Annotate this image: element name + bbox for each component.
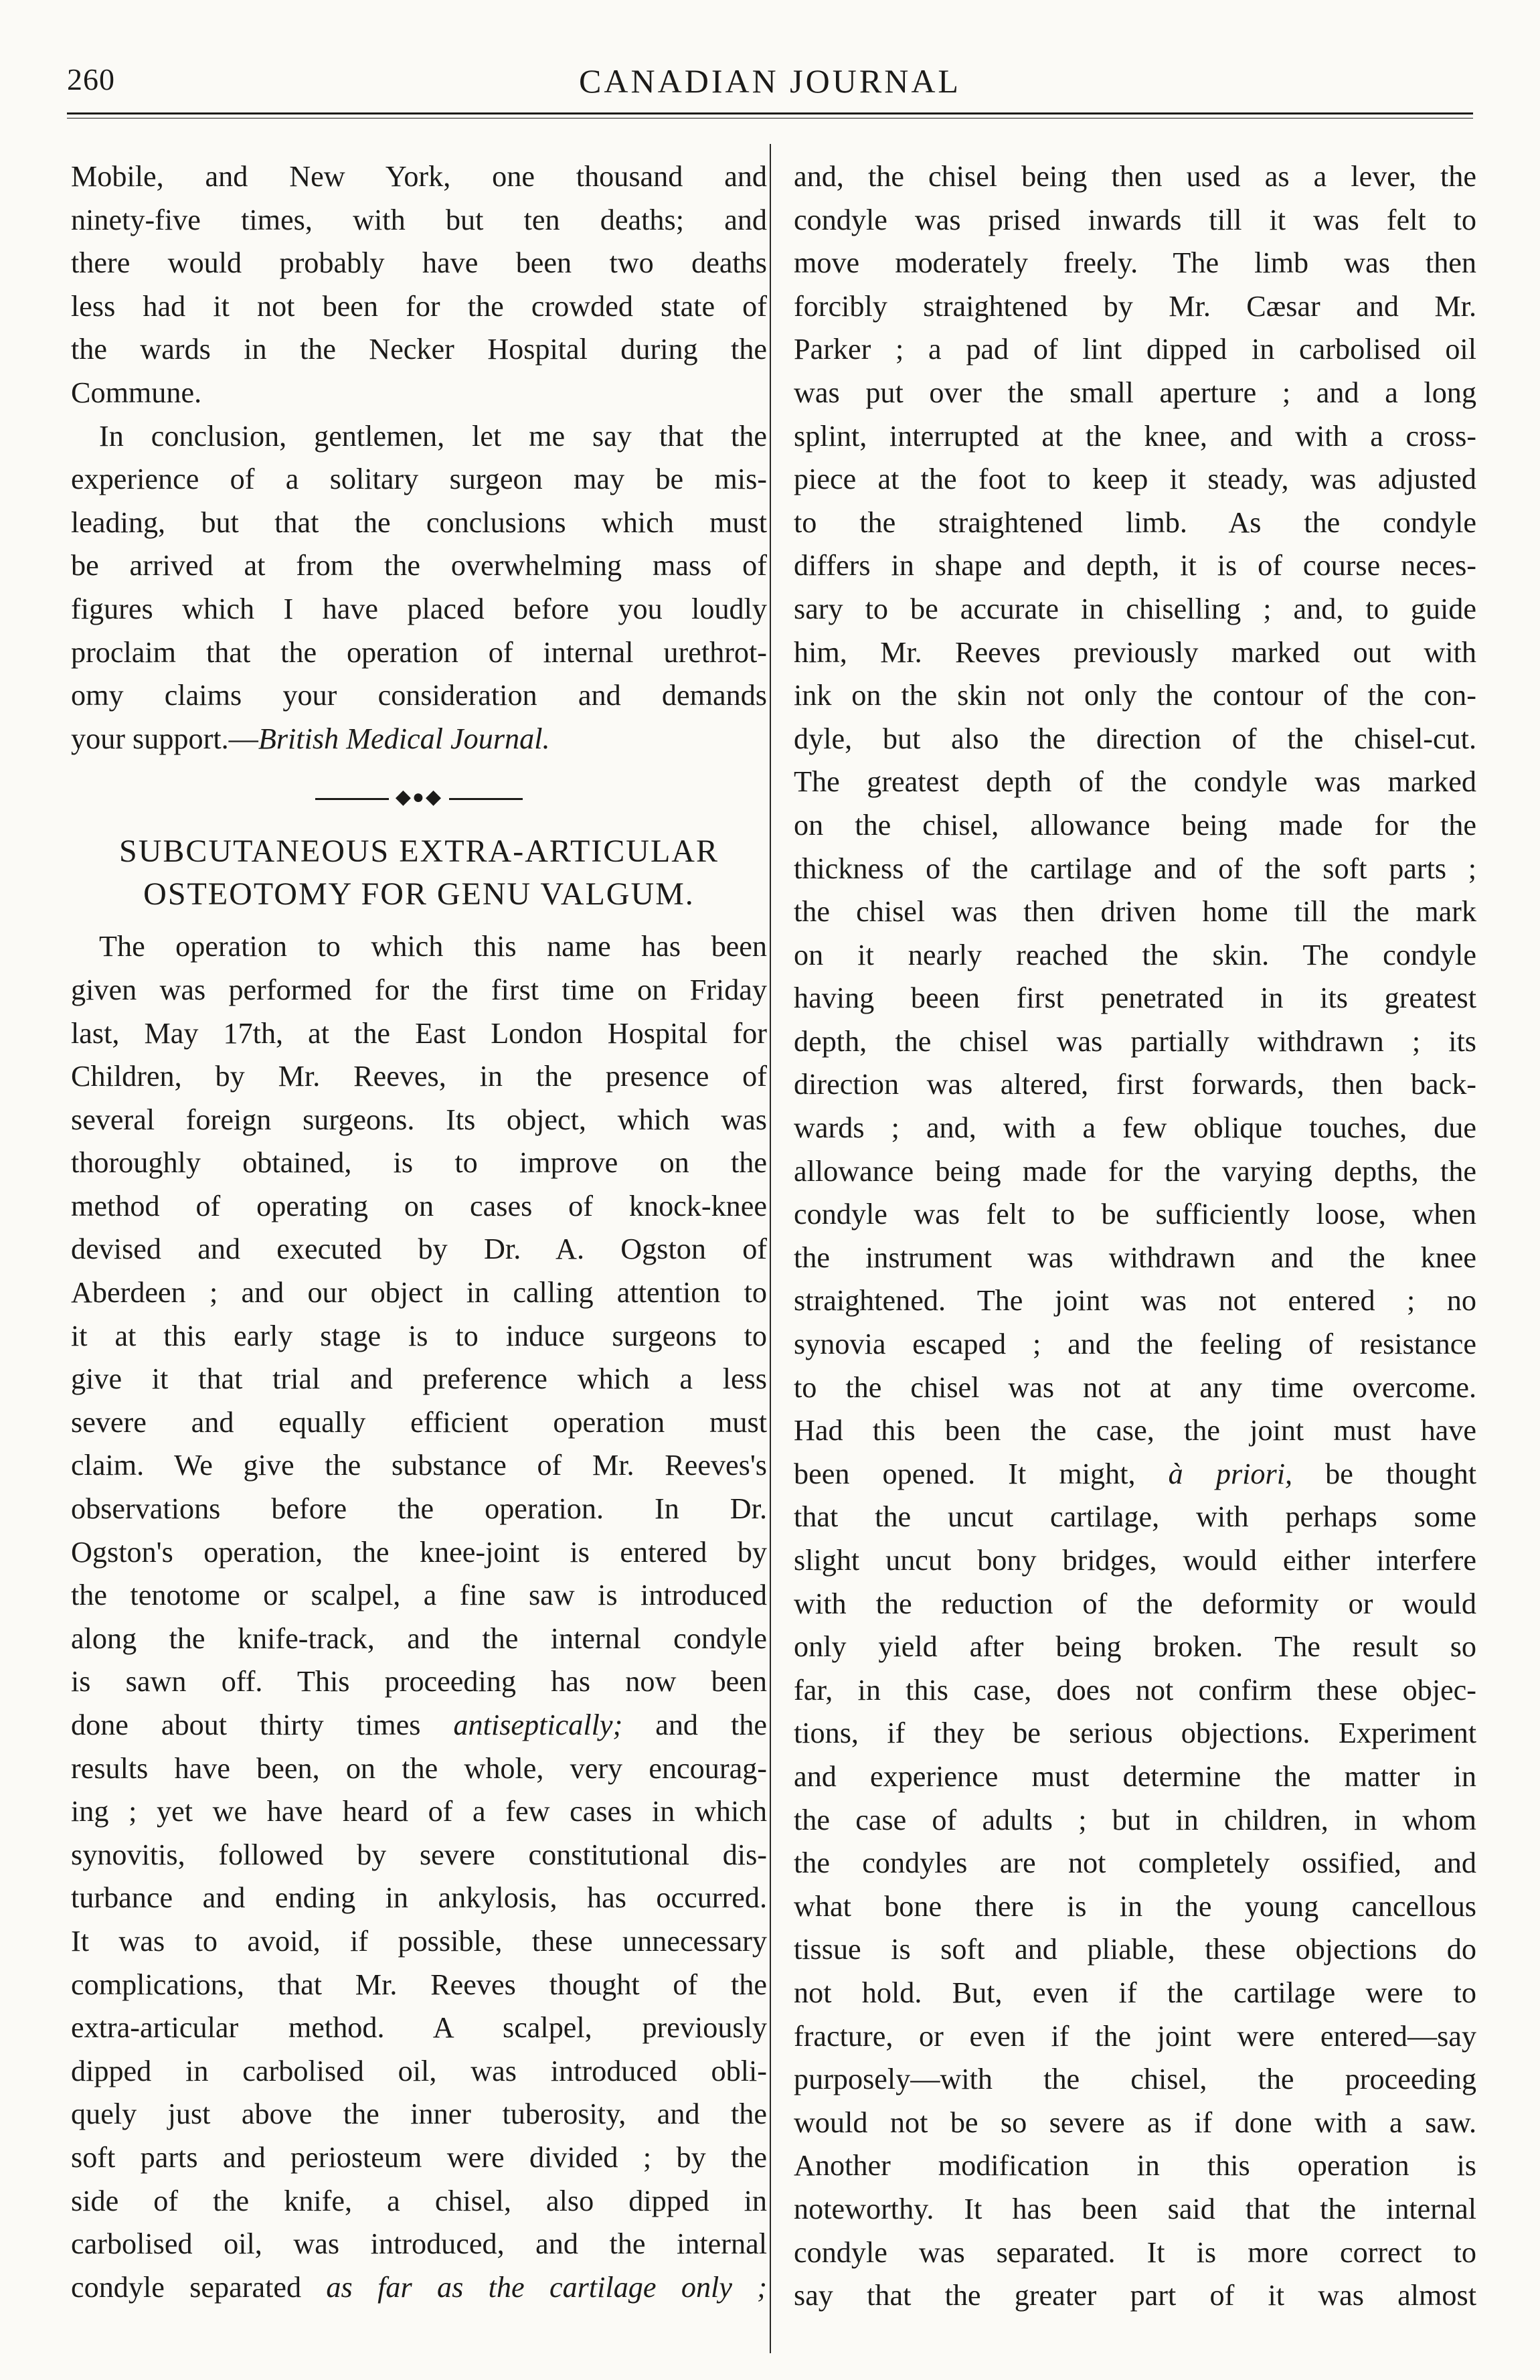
text-line: omy claims your consideration and demands <box>71 679 767 712</box>
text-line: noteworthy. It has been said that the internal <box>794 2192 1476 2225</box>
text-line: Children, by Mr. Reeves, in the presence of <box>71 1060 767 1093</box>
text-line: the case of adults ; but in children, in whom <box>794 1803 1476 1836</box>
text-line: only yield after being broken. The result so <box>794 1630 1476 1664</box>
text-line: the instrument was withdrawn and the knee <box>794 1241 1476 1274</box>
journal-title: CANADIAN JOURNAL <box>579 62 961 100</box>
text-line: wards ; and, with a few oblique touches, due <box>794 1111 1476 1145</box>
text-line: sary to be accurate in chiselling ; and, to guide <box>794 592 1476 625</box>
text-line: tions, if they be serious objections. Experiment <box>794 1717 1476 1750</box>
text-line: slight uncut bony bridges, would either interfere <box>794 1544 1476 1577</box>
text-line: on the chisel, allowance being made for the <box>794 808 1476 842</box>
text-line: the wards in the Necker Hospital during the <box>71 333 767 366</box>
text-line: synovitis, followed by severe constitutional dis- <box>71 1838 767 1871</box>
text-fragment: be thought <box>1292 1457 1476 1490</box>
text-line: ing ; yet we have heard of a few cases in which <box>71 1795 767 1828</box>
text-line: Mobile, and New York, one thousand and <box>71 160 767 193</box>
text-line: not hold. But, even if the cartilage were to <box>794 1976 1476 2009</box>
text-line: tissue is soft and pliable, these objections do <box>794 1933 1476 1966</box>
left-column <box>71 155 767 2309</box>
text-line: It was to avoid, if possible, these unnecessary <box>71 1924 767 1958</box>
text-line: depth, the chisel was partially withdrawn ; its <box>794 1024 1476 1058</box>
paragraph-continuation <box>71 155 767 415</box>
text-line: proclaim that the operation of internal urethrot- <box>71 635 767 669</box>
text-line: piece at the foot to keep it steady, was adjusted <box>794 463 1476 496</box>
text-line: what bone there is in the young cancellous <box>794 1889 1476 1923</box>
text-line: along the knife-track, and the internal condyle <box>71 1621 767 1655</box>
text-line <box>71 1704 767 1747</box>
text-line: him, Mr. Reeves previously marked out with <box>794 635 1476 669</box>
text-line: devised and executed by Dr. A. Ogston of <box>71 1233 767 1266</box>
text-line: to the straightened limb. As the condyle <box>794 505 1476 539</box>
text-line: on it nearly reached the skin. The condyle <box>794 938 1476 971</box>
text-line: Aberdeen ; and our object in calling attention to <box>71 1276 767 1310</box>
italic-text: à priori, <box>1168 1457 1293 1490</box>
headline-line: OSTEOTOMY FOR GENU VALGUM. <box>143 876 695 913</box>
text-line: ninety-five times, with but ten deaths; and <box>71 203 767 236</box>
text-line: method of operating on cases of knock-knee <box>71 1189 767 1222</box>
ornament-rule-right <box>449 798 523 800</box>
text-line: The operation to which this name has been <box>99 930 767 963</box>
text-line: fracture, or even if the joint were entered—say <box>794 2019 1476 2053</box>
text-fragment: been opened. It might, <box>794 1457 1169 1490</box>
text-line: there would probably have been two deaths <box>71 246 767 280</box>
text-line: it at this early stage is to induce surgeons to <box>71 1319 767 1352</box>
headline-line: SUBCUTANEOUS EXTRA-ARTICULAR <box>119 834 719 870</box>
text-line: the chisel was then driven home till the mark <box>794 895 1476 929</box>
column-divider <box>770 144 771 2353</box>
ornament-rule-left <box>315 798 389 800</box>
text-line: ink on the skin not only the contour of the con- <box>794 679 1476 712</box>
italic-text: antiseptically; <box>453 1709 623 1741</box>
text-line: is sawn off. This proceeding has now been <box>71 1665 767 1698</box>
text-line: complications, that Mr. Reeves thought of the <box>71 1968 767 2001</box>
header-rule <box>67 112 1473 114</box>
source-citation: British Medical Journal. <box>258 722 550 755</box>
text-line: carbolised oil, was introduced, and the internal <box>71 2227 767 2261</box>
paragraph-conclusion <box>71 415 767 761</box>
text-line <box>71 2266 767 2310</box>
right-column <box>794 155 1476 2318</box>
italic-text: as far as the cartilage only ; <box>326 2270 768 2304</box>
text-fragment: your support.— <box>71 722 258 755</box>
text-line: differs in shape and depth, it is of course neces- <box>794 549 1476 582</box>
text-line: condyle was prised inwards till it was felt to <box>794 203 1476 236</box>
article-headline <box>71 830 767 916</box>
text-line: having beeen first penetrated in its greatest <box>794 981 1476 1015</box>
text-line: given was performed for the first time on Friday <box>71 973 767 1006</box>
text-line: Commune. <box>71 376 202 409</box>
text-line: thickness of the cartilage and of the soft parts ; <box>794 852 1476 885</box>
text-fragment: done about thirty times <box>71 1709 454 1741</box>
text-fragment: condyle separated <box>71 2270 327 2304</box>
ornament-mark: ◆●◆ <box>395 786 443 809</box>
running-head <box>67 62 1473 108</box>
section-ornament <box>71 787 767 807</box>
text-line: turbance and ending in ankylosis, has occurred. <box>71 1881 767 1915</box>
paragraph-article-body <box>71 925 767 2309</box>
text-line: dyle, but also the direction of the chisel-cut. <box>794 722 1476 755</box>
text-line <box>71 718 767 761</box>
text-line: the condyles are not completely ossified, and <box>794 1846 1476 1880</box>
text-line: was put over the small aperture ; and a long <box>794 376 1476 409</box>
text-line: purposely—with the chisel, the proceeding <box>794 2063 1476 2096</box>
page-number: 260 <box>67 62 115 96</box>
text-fragment: and the <box>622 1709 767 1741</box>
text-line: move moderately freely. The limb was then <box>794 246 1476 280</box>
text-line: results have been, on the whole, very encourag- <box>71 1751 767 1785</box>
text-line: dipped in carbolised oil, was introduced obli- <box>71 2054 767 2087</box>
text-line: far, in this case, does not confirm these objec- <box>794 1673 1476 1707</box>
text-line <box>794 1453 1476 1496</box>
text-line: last, May 17th, at the East London Hospital for <box>71 1016 767 1050</box>
text-line: thoroughly obtained, is to improve on the <box>71 1146 767 1180</box>
text-line: condyle was felt to be sufficiently loose, when <box>794 1198 1476 1231</box>
text-line: less had it not been for the crowded state of <box>71 289 767 323</box>
text-line: Another modification in this operation is <box>794 2149 1476 2183</box>
text-line: condyle was separated. It is more correct to <box>794 2235 1476 2269</box>
text-line: the tenotome or scalpel, a fine saw is introduced <box>71 1579 767 1612</box>
text-line: The greatest depth of the condyle was marked <box>794 765 1476 799</box>
text-line: splint, interrupted at the knee, and with a cross- <box>794 419 1476 453</box>
text-line: side of the knife, a chisel, also dipped in <box>71 2184 767 2217</box>
text-line: say that the greater part of it was almost <box>794 2279 1476 2312</box>
text-line: figures which I have placed before you loudly <box>71 592 767 625</box>
text-line: severe and equally efficient operation must <box>71 1405 767 1439</box>
text-line: extra-articular method. A scalpel, previously <box>71 2011 767 2045</box>
text-line: that the uncut cartilage, with perhaps some <box>794 1500 1476 1534</box>
text-line: allowance being made for the varying depths, the <box>794 1154 1476 1188</box>
text-line: experience of a solitary surgeon may be mis- <box>71 463 767 496</box>
text-line: and experience must determine the matter in <box>794 1759 1476 1793</box>
text-line: would not be so severe as if done with a saw. <box>794 2106 1476 2139</box>
text-line: Parker ; a pad of lint dipped in carbolised oil <box>794 333 1476 366</box>
text-line: be arrived at from the overwhelming mass of <box>71 549 767 582</box>
text-line: several foreign surgeons. Its object, which was <box>71 1103 767 1136</box>
text-line: observations before the operation. In Dr. <box>71 1492 767 1526</box>
text-line: claim. We give the substance of Mr. Reeves's <box>71 1449 767 1482</box>
text-line: Had this been the case, the joint must have <box>794 1414 1476 1447</box>
text-line: quely just above the inner tuberosity, and the <box>71 2097 767 2131</box>
text-line: leading, but that the conclusions which must <box>71 505 767 539</box>
text-line: and, the chisel being then used as a lever, the <box>794 160 1476 193</box>
text-line: with the reduction of the deformity or would <box>794 1587 1476 1620</box>
text-line: soft parts and periosteum were divided ; by the <box>71 2140 767 2174</box>
text-line: synovia escaped ; and the feeling of resistance <box>794 1328 1476 1361</box>
text-line: to the chisel was not at any time overcome. <box>794 1370 1476 1404</box>
text-line: In conclusion, gentlemen, let me say that the <box>99 419 767 453</box>
text-line: forcibly straightened by Mr. Cæsar and Mr. <box>794 289 1476 323</box>
text-line: straightened. The joint was not entered ; no <box>794 1284 1476 1318</box>
text-line: direction was altered, first forwards, then back- <box>794 1068 1476 1101</box>
text-line: give it that trial and preference which a less <box>71 1362 767 1396</box>
text-line: Ogston's operation, the knee-joint is entered by <box>71 1535 767 1569</box>
